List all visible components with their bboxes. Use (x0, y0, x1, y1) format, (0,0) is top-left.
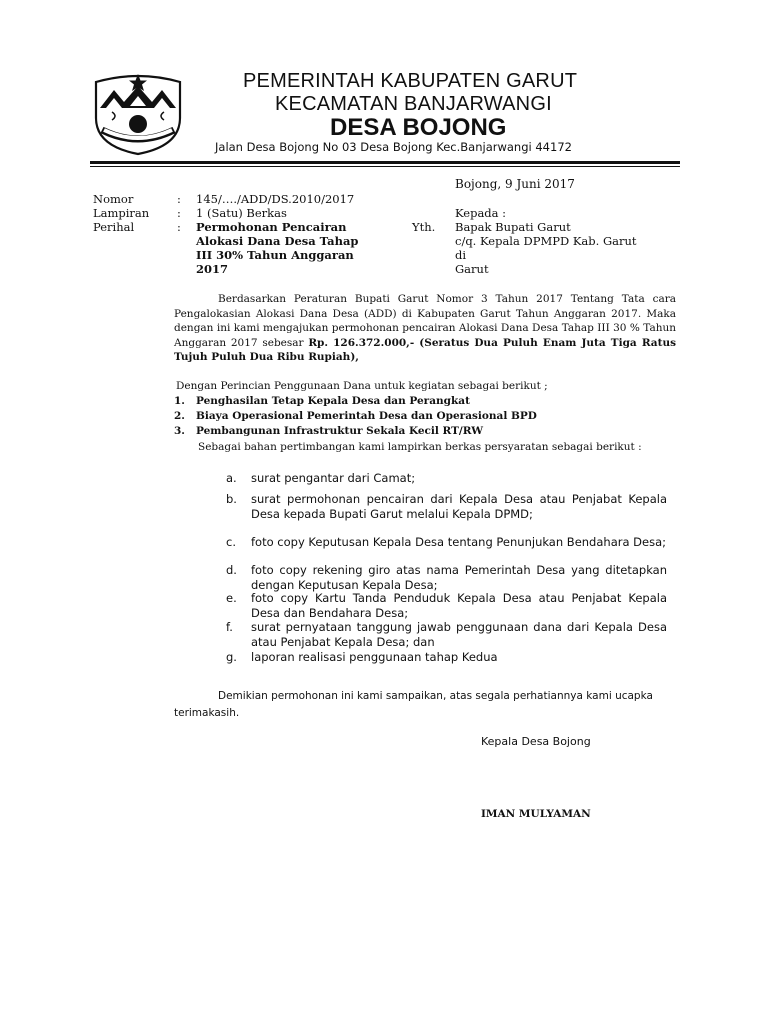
requirement-item: surat permohonan pencairan dari Kepala Desa atau Penjabat Kepala Desa kepada Bupati Garut melalui Kepala DPMD; (251, 492, 667, 521)
lampiran-label: Lampiran (93, 206, 150, 220)
requirement-letter: g. (226, 650, 237, 664)
requirement-item: foto copy Kartu Tanda Penduduk Kepala Desa atau Penjabat Kepala Desa dan Bendahara Desa; (251, 591, 667, 620)
nomor-value: 145/…./ADD/DS.2010/2017 (196, 192, 355, 206)
requirement-item: surat pengantar dari Camat; (251, 471, 416, 485)
recipient-line: Garut (455, 262, 489, 276)
kepada-label: Kepada : (455, 206, 507, 220)
header-rule-thin (90, 166, 680, 167)
requirement-item: surat pernyataan tanggung jawab penggunaan dana dari Kepala Desa atau Penjabat Kepala Desa; dan (251, 620, 667, 649)
header-rule-thick (90, 161, 680, 164)
requirement-letter: e. (226, 591, 237, 605)
closing-paragraph: Demikian permohonan ini kami sampaikan, atas segala perhatiannya kami ucapka terimakasih. (174, 690, 653, 719)
rincian-intro: Dengan Perincian Penggunaan Dana untuk kegiatan sebagai berikut ; (176, 380, 548, 392)
header-government: PEMERINTAH KABUPATEN GARUT (243, 70, 578, 92)
signature-name: IMAN MULYAMAN (481, 808, 591, 820)
perihal-label: Perihal (93, 220, 135, 234)
body-paragraph-2: Sebagai bahan pertimbangan kami lampirkan berkas persyaratan sebagai berikut : (198, 441, 642, 453)
yth-label: Yth. (412, 220, 436, 234)
rincian-item: Pembangunan Infrastruktur Sekala Kecil RT/RW (196, 425, 484, 437)
body-paragraph-1 (174, 292, 676, 365)
village-emblem-logo (92, 68, 184, 156)
lampiran-colon: : (177, 206, 181, 220)
rincian-number: 2. (174, 410, 185, 422)
header-district: KECAMATAN BANJARWANGI (275, 93, 552, 115)
nomor-colon: : (177, 192, 181, 206)
signature-title: Kepala Desa Bojong (481, 735, 591, 748)
recipient-line: Bapak Bupati Garut (455, 220, 571, 234)
rincian-item: Biaya Operasional Pemerintah Desa dan Operasional BPD (196, 410, 537, 422)
nomor-label: Nomor (93, 192, 134, 206)
perihal-line: 2017 (196, 262, 229, 276)
requirement-letter: b. (226, 492, 237, 506)
requirement-item: foto copy Keputusan Kepala Desa tentang Penunjukan Bendahara Desa; (251, 535, 667, 549)
recipient-line: di (455, 248, 467, 262)
header-village: DESA BOJONG (330, 114, 507, 141)
requirement-item: laporan realisasi penggunaan tahap Kedua (251, 650, 498, 664)
perihal-line: Permohonan Pencairan (196, 220, 347, 234)
rincian-number: 1. (174, 395, 185, 407)
requirement-letter: c. (226, 535, 236, 549)
header-address: Jalan Desa Bojong No 03 Desa Bojong Kec.Banjarwangi 44172 (215, 140, 572, 154)
perihal-line: Alokasi Dana Desa Tahap (196, 234, 359, 248)
requirement-letter: d. (226, 563, 237, 577)
letter-date: Bojong, 9 Juni 2017 (455, 177, 575, 191)
requirement-item: foto copy rekening giro atas nama Pemerintah Desa yang ditetapkan dengan Keputusan Kepala Desa; (251, 563, 667, 592)
perihal-line: III 30% Tahun Anggaran (196, 248, 354, 262)
paragraph-1-amount: Rp. 126.372.000,- (Seratus Dua Puluh Enam Juta Tiga Ratus Tujuh Puluh Dua Ribu Rupiah), (174, 336, 676, 363)
requirement-letter: f. (226, 620, 233, 634)
recipient-line: c/q. Kepala DPMPD Kab. Garut (455, 234, 637, 248)
lampiran-value: 1 (Satu) Berkas (196, 206, 287, 220)
rincian-item: Penghasilan Tetap Kepala Desa dan Perangkat (196, 395, 470, 407)
rincian-number: 3. (174, 425, 185, 437)
requirement-letter: a. (226, 471, 237, 485)
paragraph-1-text: Berdasarkan Peraturan Bupati Garut Nomor 3 Tahun 2017 Tentang Tata cara Pengalokasian Alokasi Dana Desa (ADD) di Kabupaten Garut Tahun Anggaran 2017. Maka dengan ini kami mengajukan permohonan pencairan Alokasi Dana Desa Tahap III 30 % Tahun Anggaran 2017 sebesar (174, 293, 676, 349)
perihal-colon: : (177, 220, 181, 234)
